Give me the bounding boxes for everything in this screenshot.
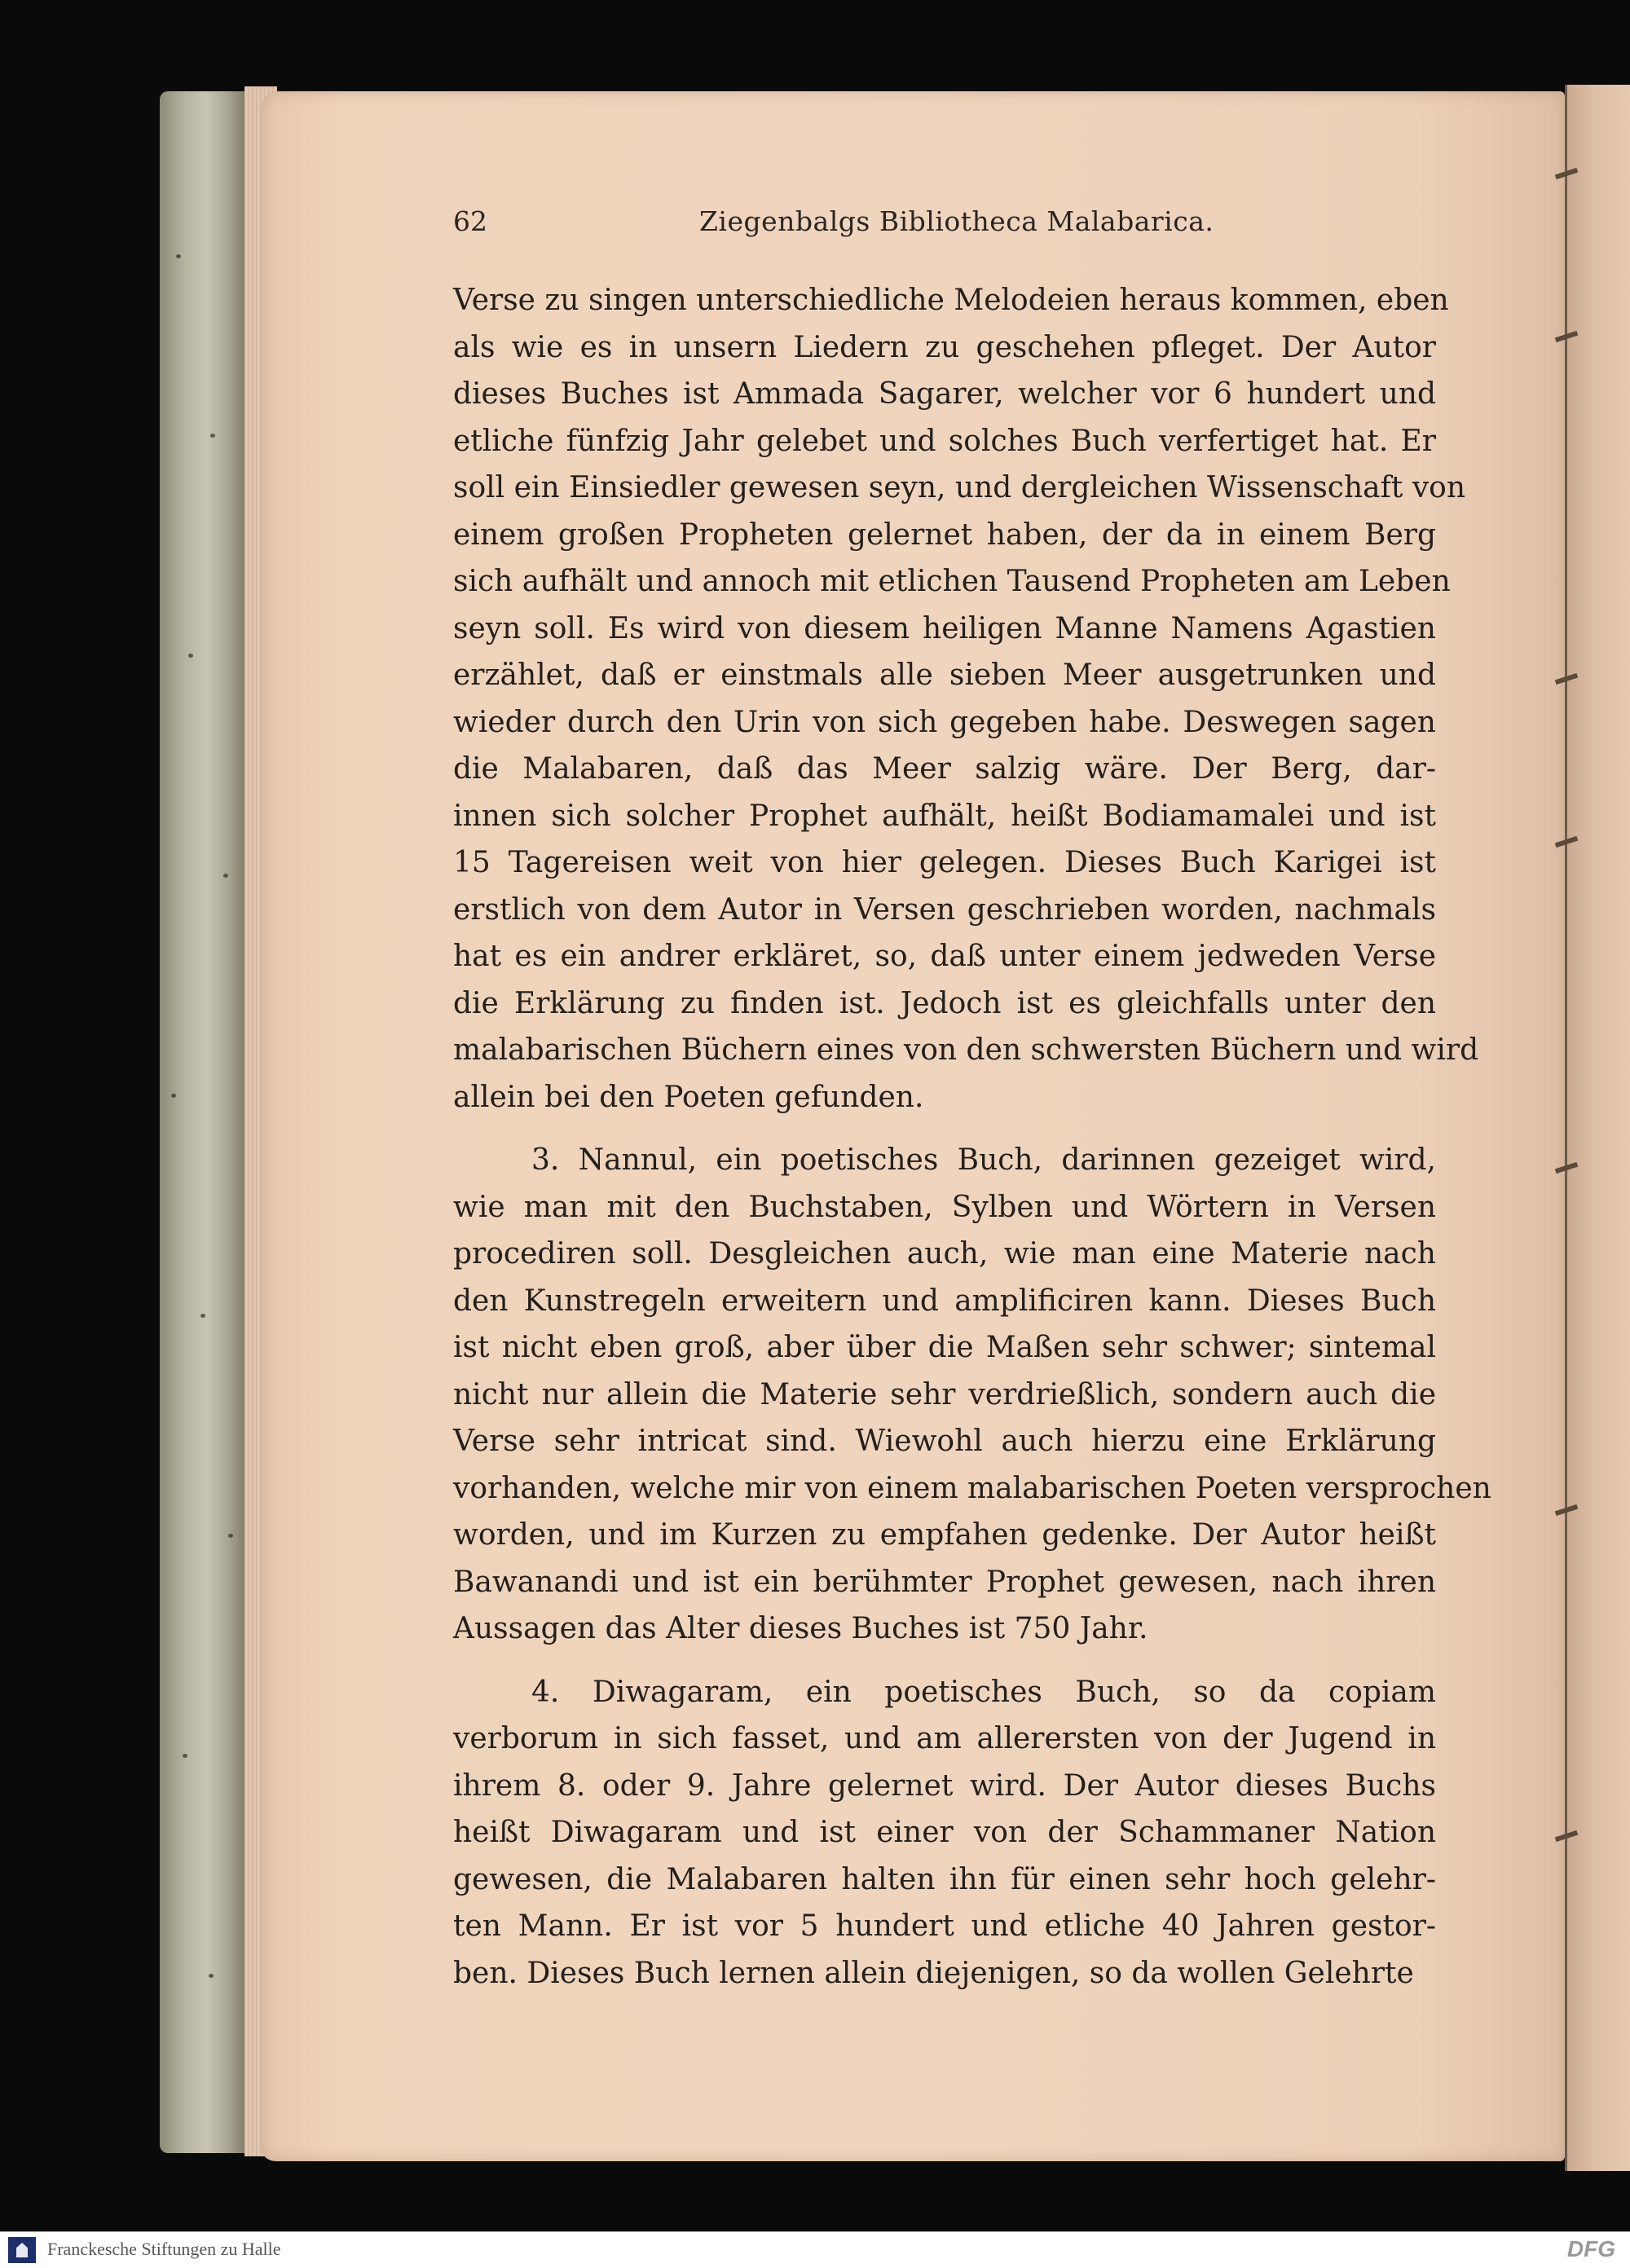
text-line: einem großen Propheten gelernet haben, der da in einem Berg — [453, 517, 1436, 552]
text-line: erzählet, daß er einstmals alle sieben Meer ausgetrunken und — [453, 658, 1436, 692]
text-line: ben. Dieses Buch lernen allein diejenigen, so da wollen Gelehrte — [453, 1956, 1414, 1990]
text-line: seyn soll. Es wird von diesem heiligen Manne Namens Agastien — [453, 611, 1436, 645]
text-line: nicht nur allein die Materie sehr verdrießlich, sondern auch die — [453, 1377, 1436, 1411]
text-line: als wie es in unsern Liedern zu geschehen pfleget. Der Autor — [453, 330, 1436, 364]
text-line: worden, und im Kurzen zu empfahen gedenke. Der Autor heißt — [453, 1518, 1436, 1552]
body-text — [453, 277, 1491, 1997]
text-line: Bawanandi und ist ein berühmter Prophet gewesen, nach ihren — [453, 1565, 1436, 1599]
text-line: etliche fünfzig Jahr gelebet und solches Buch verfertiget hat. Er — [453, 424, 1436, 458]
page-header — [453, 205, 1436, 243]
text-line: allein bei den Poeten gefunden. — [453, 1080, 924, 1114]
text-line: Verse sehr intricat sind. Wiewohl auch hierzu eine Erklärung — [453, 1425, 1436, 1458]
text-line: soll ein Einsiedler gewesen seyn, und dergleichen Wissenschaft von — [453, 471, 1466, 504]
institution-name: Franckesche Stiftungen zu Halle — [47, 2239, 281, 2259]
text-line: ihrem 8. oder 9. Jahre gelernet wird. Der Autor dieses Buchs — [453, 1768, 1436, 1803]
text-line: dieses Buches ist Ammada Sagarer, welcher vor 6 hundert und — [453, 377, 1436, 411]
page-number: 62 — [453, 205, 487, 237]
text-line: procediren soll. Desgleichen auch, wie man eine Materie nach — [453, 1237, 1436, 1271]
text-line: 4. Diwagaram, ein poetisches Buch, so da copiam — [531, 1675, 1436, 1709]
text-line: den Kunstregeln erweitern und amplificiren kann. Dieses Buch — [453, 1284, 1436, 1318]
running-title: Ziegenbalgs Bibliotheca Malabarica. — [699, 205, 1214, 237]
text-line: Verse zu singen unterschiedliche Melodeien heraus kommen, eben — [453, 284, 1449, 317]
paragraph — [453, 1669, 1436, 1997]
text-line: sich aufhält und annoch mit etlichen Tausend Propheten am Leben — [453, 565, 1451, 598]
text-line: vorhanden, welche mir von einem malabarischen Poeten versprochen — [453, 1471, 1491, 1505]
text-line: die Malabaren, daß das Meer salzig wäre. Der Berg, dar- — [453, 752, 1436, 786]
text-line: erstlich von dem Autor in Versen geschrieben worden, nachmals — [453, 892, 1436, 927]
text-line: heißt Diwagaram und ist einer von der Schammaner Nation — [453, 1816, 1436, 1849]
viewer-footer — [0, 2231, 1630, 2268]
text-line: wieder durch den Urin von sich gegeben habe. Deswegen sagen — [453, 705, 1436, 739]
book-edge — [160, 91, 244, 2153]
text-line: Aussagen das Alter dieses Buches ist 750 Jahr. — [453, 1612, 1148, 1645]
text-line: 15 Tagereisen weit von hier gelegen. Dieses Buch Karigei ist — [453, 846, 1436, 879]
text-line: ten Mann. Er ist vor 5 hundert und etliche 40 Jahren gestor- — [453, 1909, 1436, 1943]
facing-page-edge — [1565, 85, 1630, 2171]
text-line: hat es ein andrer erkläret, so, daß unter einem jedweden Verse — [453, 940, 1436, 973]
text-line: innen sich solcher Prophet aufhält, heißt Bodiamamalei und ist — [453, 799, 1436, 833]
text-line: malabarischen Büchern eines von den schwersten Büchern und wird — [453, 1033, 1479, 1067]
text-line: 3. Nannul, ein poetisches Buch, darinnen gezeiget wird, — [531, 1143, 1436, 1177]
paragraph — [453, 277, 1479, 1121]
francke-foundation-logo-icon — [8, 2237, 36, 2263]
text-line: die Erklärung zu finden ist. Jedoch ist es gleichfalls unter den — [453, 986, 1436, 1020]
text-line: ist nicht eben groß, aber über die Maßen sehr schwer; sintemal — [453, 1331, 1436, 1364]
text-line: verborum in sich fasset, und am allerersten von der Jugend in — [453, 1722, 1436, 1755]
text-line: gewesen, die Malabaren halten ihn für einen sehr hoch gelehr- — [453, 1862, 1436, 1896]
dfg-logo: DFG — [1566, 2236, 1615, 2261]
paragraph — [453, 1137, 1491, 1653]
text-line: wie man mit den Buchstaben, Sylben und Wörtern in Versen — [453, 1190, 1436, 1224]
